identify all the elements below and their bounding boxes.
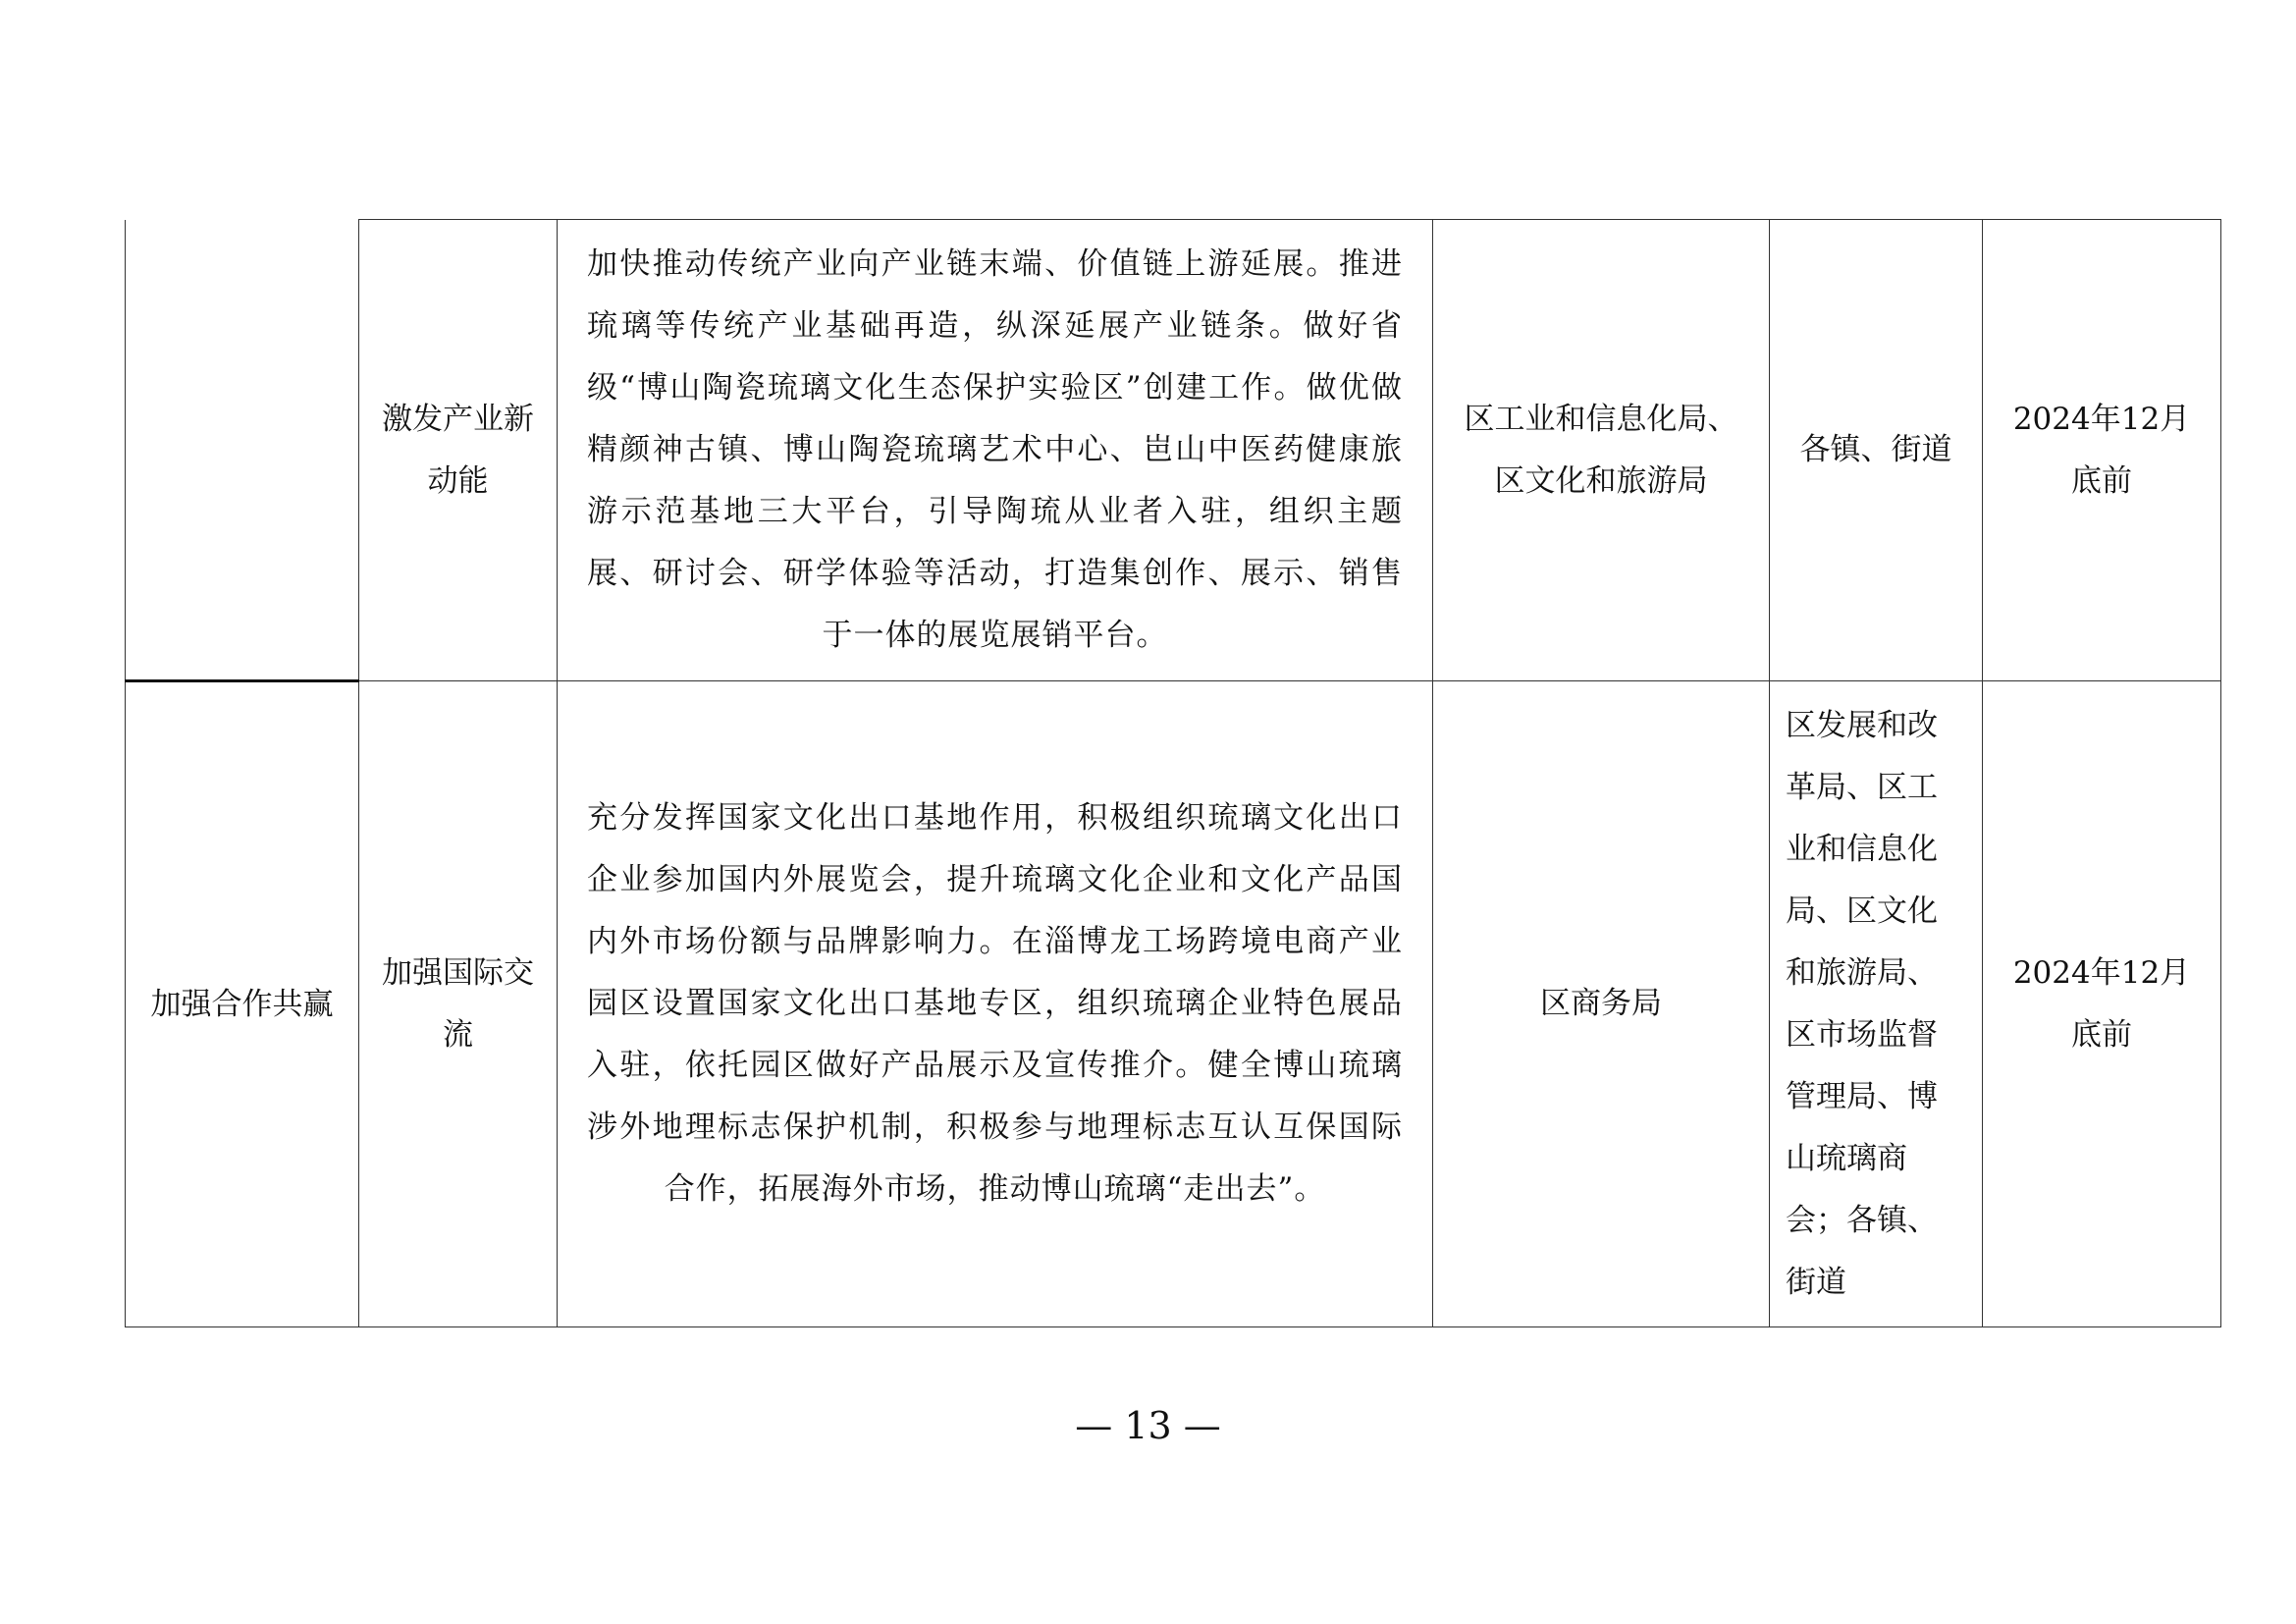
- lead-unit-cell: [1433, 681, 1770, 1327]
- category-text: 加强合作共赢: [150, 986, 334, 1022]
- work-task-table: [125, 219, 2221, 1327]
- deadline-text: 2024年12月底前: [2012, 401, 2191, 499]
- measures-cell: [558, 220, 1433, 681]
- measures-text: 充分发挥国家文化出口基地作用，积极组织琉璃文化出口企业参加国内外展览会，提升琉璃文化企业和文化产品国内外市场份额与品牌影响力。在淄博龙工场跨境电商产业园区设置国家文化出口基地专区，组织琉璃企业特色展品入驻，依托园区做好产品展示及宣传推介。健全博山琉璃涉外地理标志保护机制，积极参与地理标志互认互保国际合作，拓展海外市场，推动博山琉璃“走出去”。: [587, 800, 1403, 1207]
- table-row: [126, 681, 2221, 1327]
- responsible-units-text: 区发展和改革局、区工业和信息化局、区文化和旅游局、区市场监督管理局、博山琉璃商会；各镇、街道: [1786, 707, 1938, 1300]
- page-number: — 13 —: [1075, 1404, 1221, 1447]
- table-row: [126, 220, 2221, 681]
- responsible-units-cell: [1770, 681, 1983, 1327]
- deadline-cell: [1983, 681, 2221, 1327]
- task-text: 激发产业新动能: [382, 401, 534, 499]
- category-cell: [126, 220, 359, 681]
- deadline-cell: [1983, 220, 2221, 681]
- category-cell: [126, 681, 359, 1327]
- measures-cell: [558, 681, 1433, 1327]
- lead-unit-text: 区工业和信息化局、区文化和旅游局: [1464, 401, 1738, 499]
- responsible-units-text: 各镇、街道: [1799, 432, 1952, 467]
- task-text: 加强国际交流: [382, 954, 534, 1053]
- task-cell: [359, 220, 558, 681]
- deadline-text: 2024年12月底前: [2012, 954, 2191, 1053]
- task-cell: [359, 681, 558, 1327]
- lead-unit-cell: [1433, 220, 1770, 681]
- lead-unit-text: 区商务局: [1540, 986, 1662, 1021]
- measures-text: 加快推动传统产业向产业链末端、价值链上游延展。推进琉璃等传统产业基础再造，纵深延展产业链条。做好省级“博山陶瓷琉璃文化生态保护实验区”创建工作。做优做精颜神古镇、博山陶瓷琉璃艺术中心、岜山中医药健康旅游示范基地三大平台，引导陶琉从业者入驻，组织主题展、研讨会、研学体验等活动，打造集创作、展示、销售于一体的展览展销平台。: [587, 246, 1403, 653]
- responsible-units-cell: [1770, 220, 1983, 681]
